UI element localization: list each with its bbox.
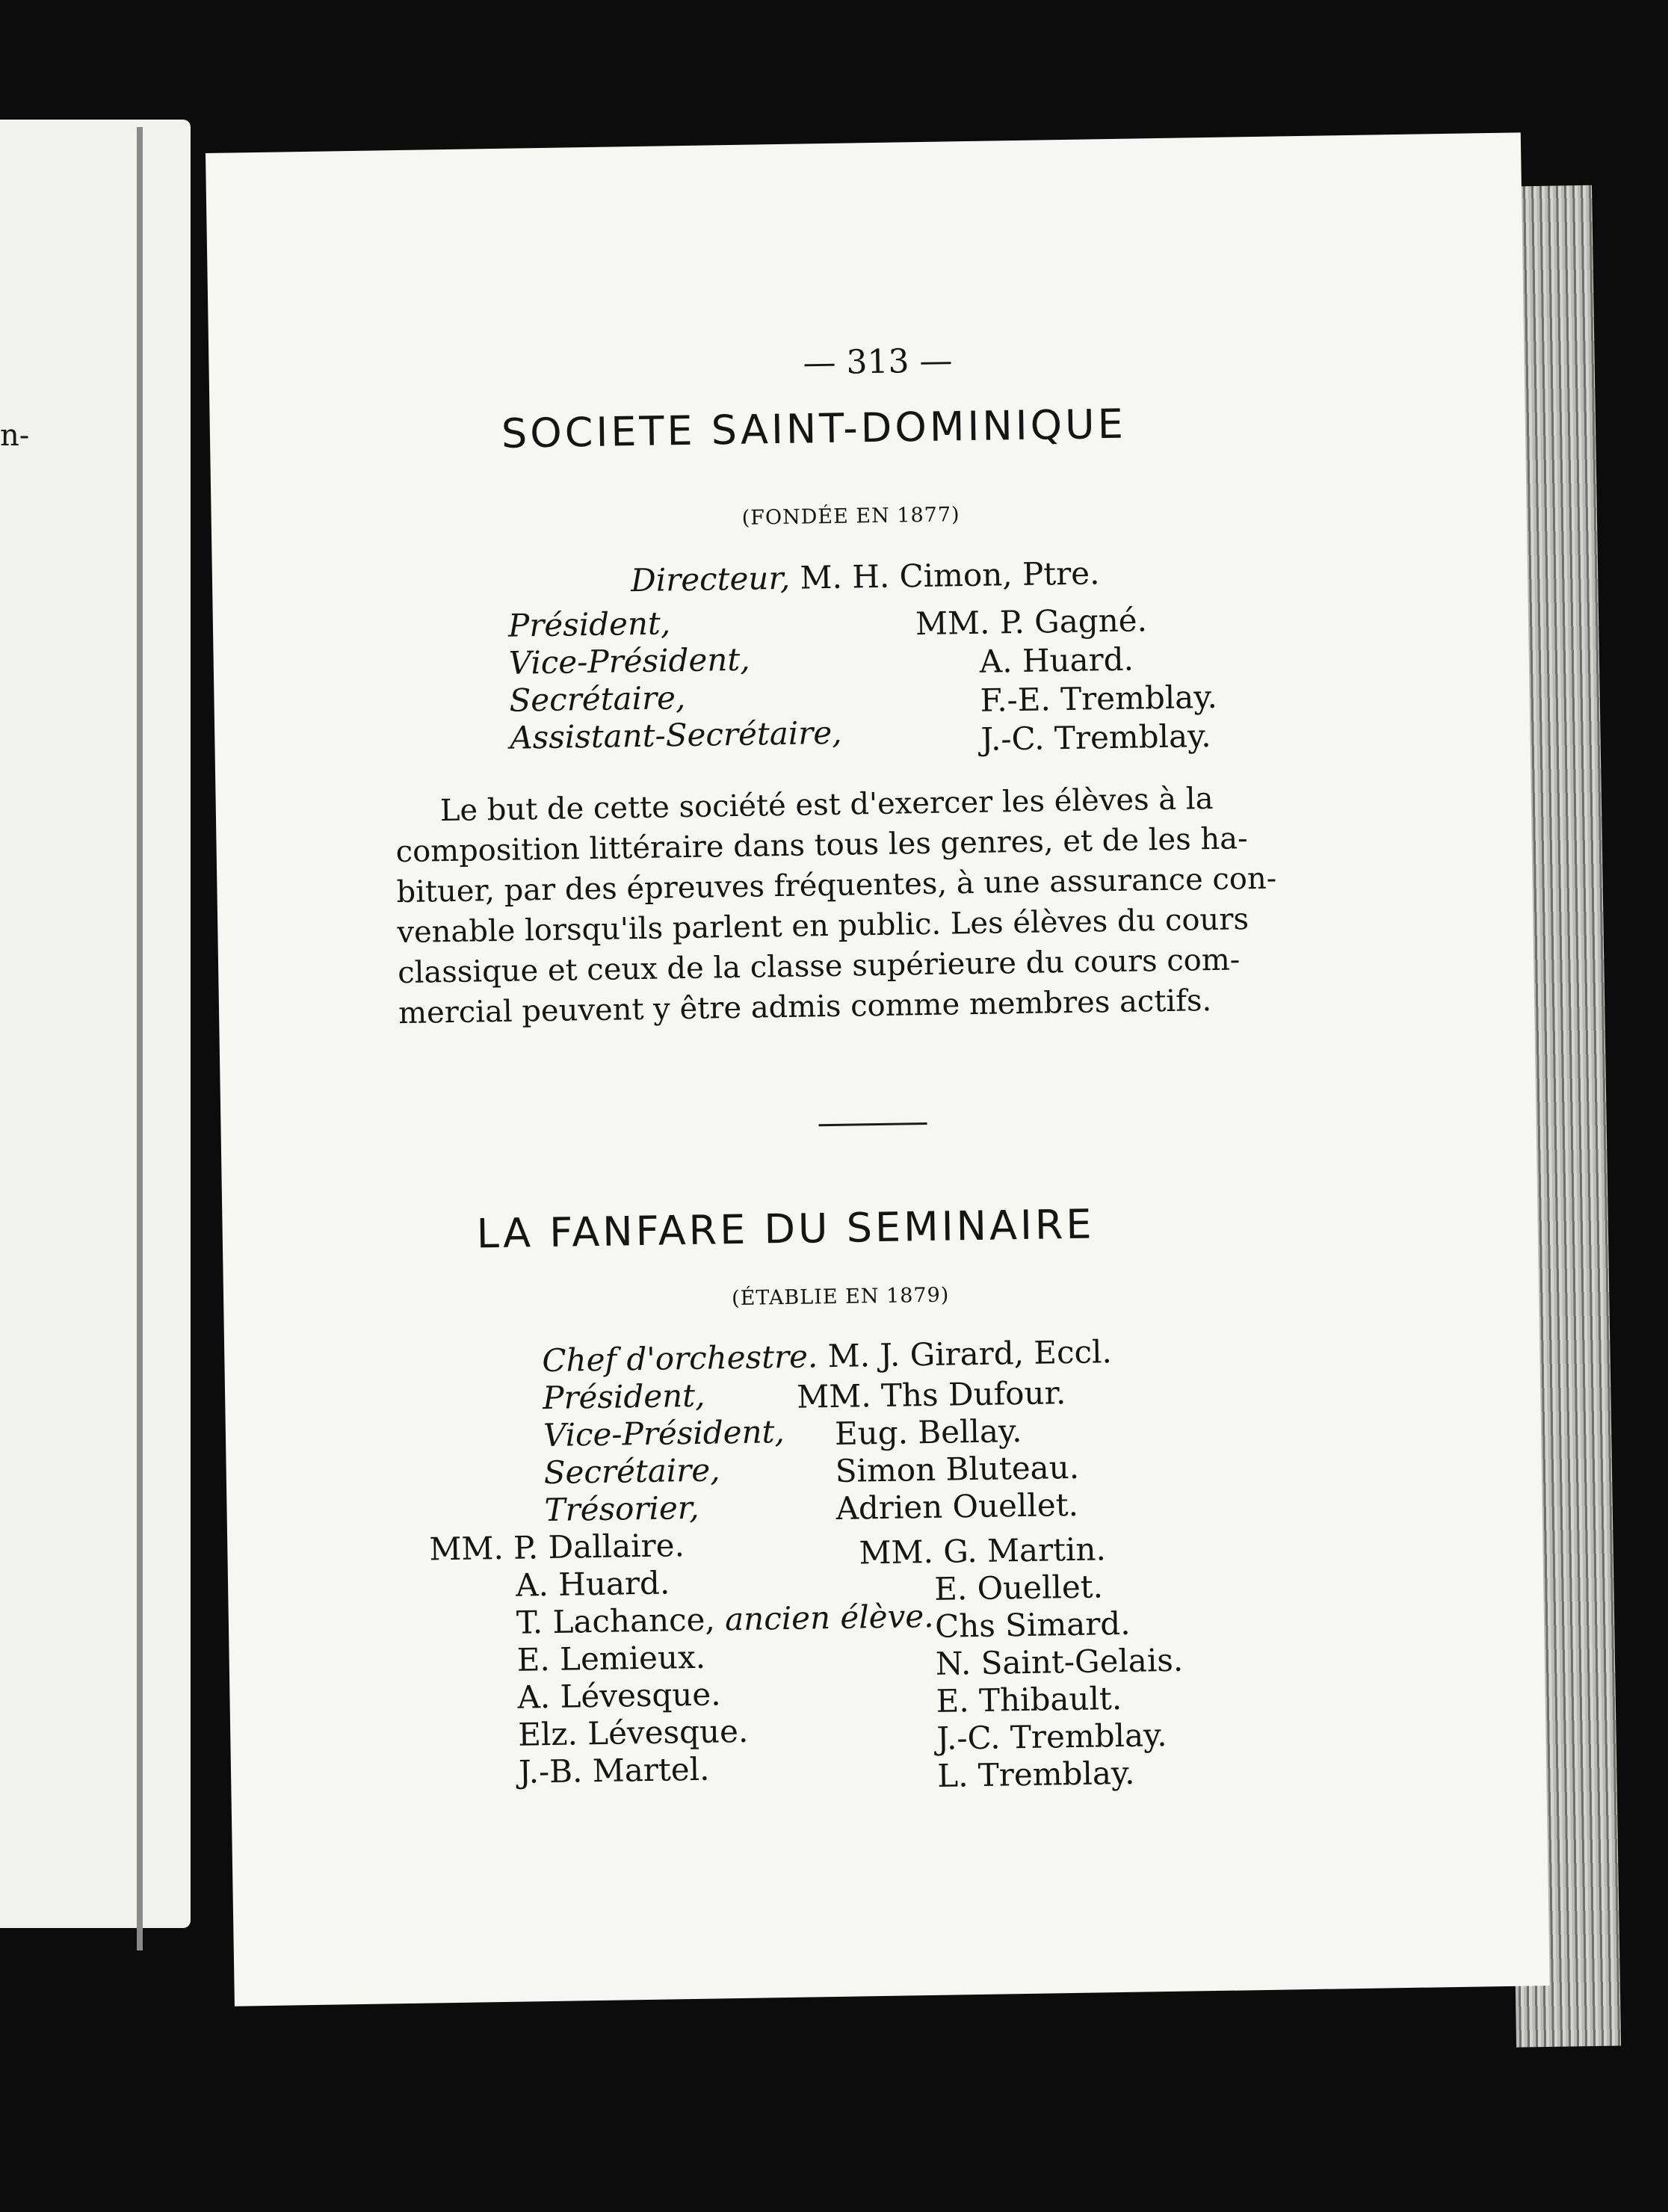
member-name: MM. P. Dallaire. xyxy=(428,1527,685,1568)
officer-prefix: MM. xyxy=(915,604,990,643)
officer-role: Secrétaire, xyxy=(509,679,686,719)
officer-role: Assistant-Secrétaire, xyxy=(509,714,842,756)
member-name: J.-C. Tremblay. xyxy=(936,1717,1167,1757)
member-name: A. Lévesque. xyxy=(517,1675,721,1716)
member-name: E. Thibault. xyxy=(936,1679,1122,1720)
paragraph-line: classique et ceux de la classe supérieure du cours com- xyxy=(397,942,1241,991)
left-page-edge xyxy=(137,127,143,1950)
officer-name: Adrien Ouellet. xyxy=(835,1486,1079,1527)
member-name: J.-B. Martel. xyxy=(518,1750,710,1791)
officer-role: Président, xyxy=(507,605,671,644)
officer-name: J.-C. Tremblay. xyxy=(980,717,1211,758)
paragraph-line: bituer, par des épreuves fréquentes, à une assurance con- xyxy=(396,861,1277,910)
paragraph-line: Le but de cette société est d'exercer les élèves à la xyxy=(439,781,1214,829)
officer-name: MM. Ths Dufour. xyxy=(796,1374,1066,1415)
officer-role: Président, xyxy=(542,1377,705,1417)
paragraph-line: mercial peuvent y être admis comme membres actifs. xyxy=(398,983,1212,1031)
section-divider xyxy=(819,1122,927,1126)
ancien-eleve-note: ancien élève. xyxy=(724,1597,934,1638)
section-title-societe: SOCIETE SAINT-DOMINIQUE xyxy=(501,400,1127,457)
officer-role: Secrétaire, xyxy=(543,1451,720,1492)
officer-name: F.-E. Tremblay. xyxy=(980,678,1218,719)
member-name: MM. G. Martin. xyxy=(859,1530,1107,1572)
chef-name: M. J. Girard, Eccl. xyxy=(827,1333,1113,1375)
member-name: E. Lemieux. xyxy=(516,1638,706,1678)
officer-name: Simon Bluteau. xyxy=(835,1448,1080,1489)
member-name: N. Saint-Gelais. xyxy=(935,1641,1184,1682)
paragraph-line: venable lorsqu'ils parlent en public. Les élèves du cours xyxy=(397,902,1250,951)
officer-name: MM. P. Gagné. xyxy=(915,602,1148,643)
officer-role: Vice-Président, xyxy=(543,1413,785,1454)
member-name: L. Tremblay. xyxy=(936,1754,1135,1794)
officer-name: A. Huard. xyxy=(979,640,1134,680)
left-page-fragment: n- xyxy=(0,418,30,453)
chef-role: Chef d'orchestre. xyxy=(542,1338,818,1380)
page-number: — 313 — xyxy=(803,342,953,383)
member-name: Chs Simard. xyxy=(934,1604,1131,1645)
director-name: M. H. Cimon, Ptre. xyxy=(800,554,1100,596)
member-name: E. Ouellet. xyxy=(933,1568,1104,1607)
officer-role: Vice-Président, xyxy=(508,640,750,682)
section-subtitle-societe: (FONDÉE EN 1877) xyxy=(741,503,960,530)
director-line xyxy=(631,554,1100,599)
left-facing-page xyxy=(0,120,191,1928)
member-name: Elz. Lévesque. xyxy=(517,1712,749,1753)
book-page xyxy=(206,132,1550,2006)
section-subtitle-fanfare: (ÉTABLIE EN 1879) xyxy=(731,1283,950,1311)
member-name: T. Lachance, ancien élève. xyxy=(516,1597,934,1641)
officer-role: Trésorier, xyxy=(544,1489,699,1529)
paragraph-line: composition littéraire dans tous les genres, et de les ha- xyxy=(395,821,1248,870)
director-role: Directeur, xyxy=(630,559,791,599)
member-name: A. Huard. xyxy=(515,1564,670,1604)
chef-line xyxy=(542,1333,1112,1379)
section-title-fanfare: LA FANFARE DU SEMINAIRE xyxy=(476,1200,1095,1258)
officer-name: Eug. Bellay. xyxy=(834,1412,1022,1452)
